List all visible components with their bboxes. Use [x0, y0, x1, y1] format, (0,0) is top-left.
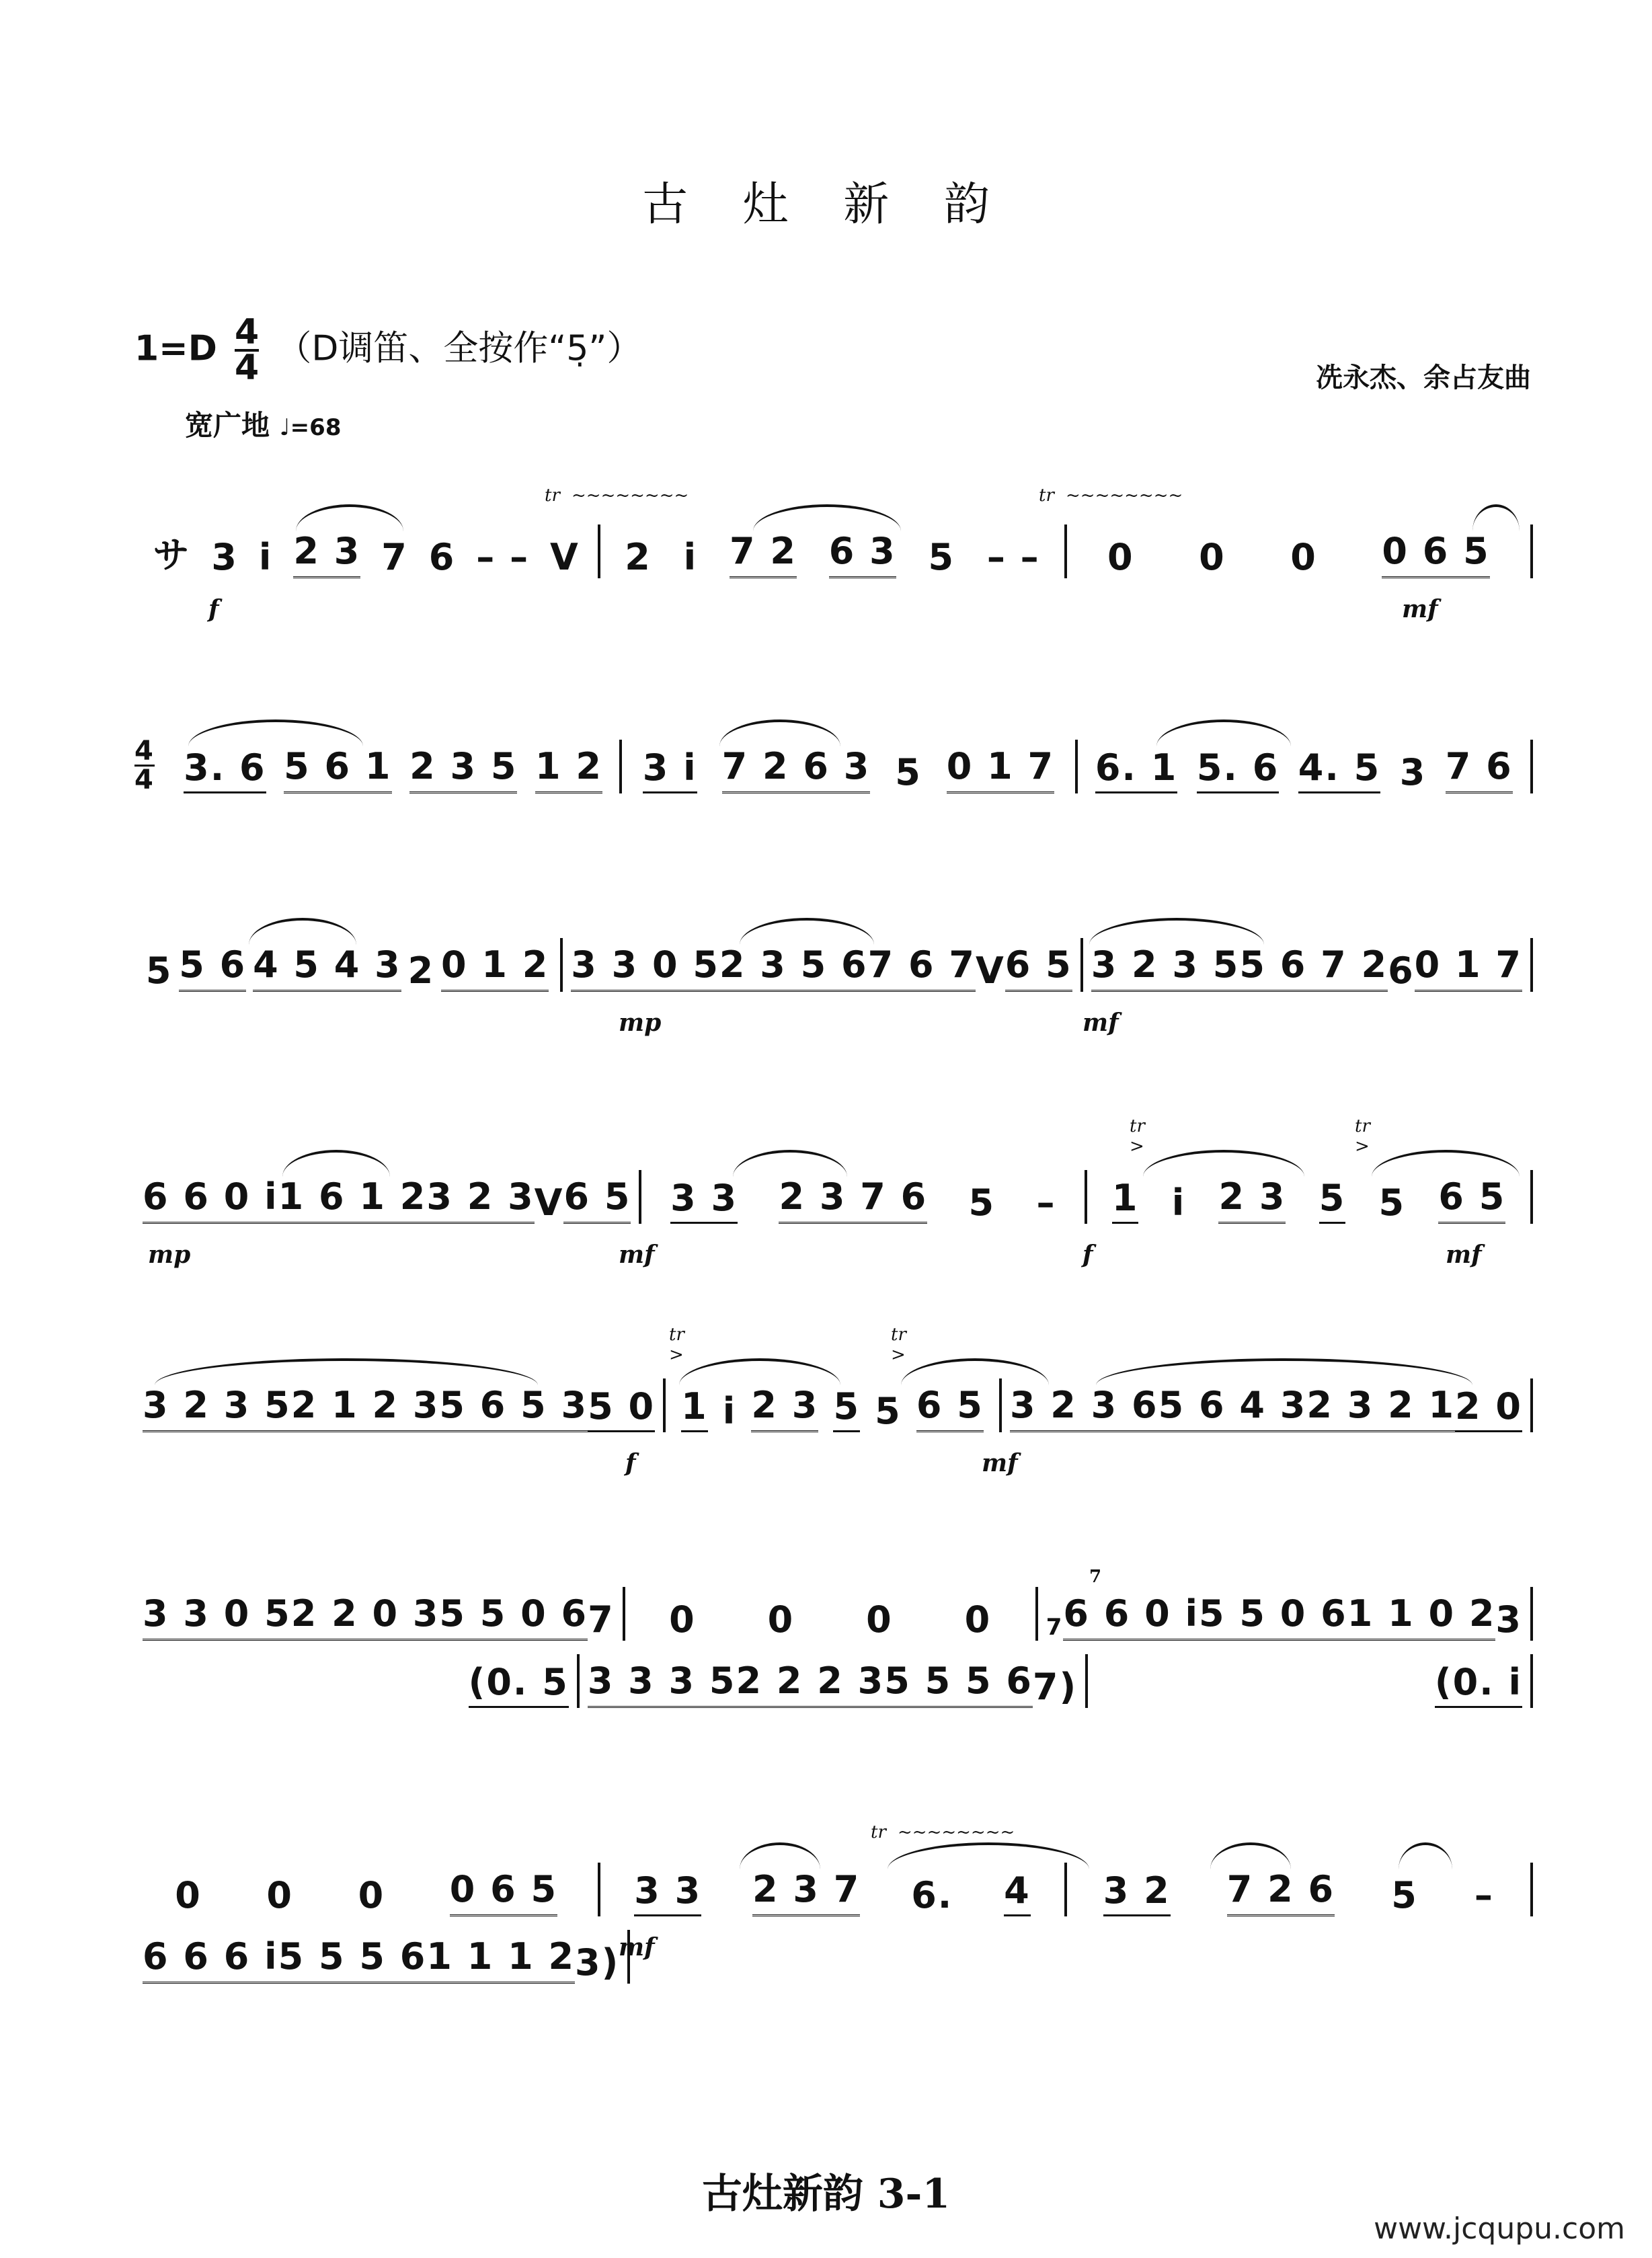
accent-mark: >: [669, 1345, 684, 1365]
rest: 0: [964, 1598, 992, 1641]
trill-mark: tr: [891, 1325, 906, 1345]
key-signature: [134, 312, 642, 389]
note: 7): [1032, 1666, 1078, 1708]
note: 5: [1391, 1874, 1418, 1916]
note-group: 7 6: [1446, 745, 1513, 793]
note-group: 5 5 0 6: [439, 1592, 588, 1641]
note-group: 0 1 7: [947, 745, 1054, 793]
rest: 0: [767, 1598, 795, 1641]
note: – –: [986, 536, 1040, 578]
staff-lower: [134, 1654, 1533, 1708]
composer: 冼永杰、余占友曲: [1316, 362, 1531, 393]
barline-gap: [1079, 1930, 1082, 1984]
note-group: (0. i: [1435, 1661, 1522, 1708]
note: 0: [1199, 536, 1226, 578]
measure: [563, 943, 1080, 992]
rest: 0: [669, 1598, 696, 1641]
breath-mark: V: [975, 949, 1005, 992]
grace-note: 7: [1089, 1567, 1102, 1587]
note-group: 5 6 4 3: [1158, 1384, 1307, 1432]
staff-upper: [134, 1863, 1533, 1916]
note: i: [722, 1390, 737, 1432]
note-group: 6. 1: [1095, 746, 1177, 793]
note: 5: [895, 751, 922, 793]
measure: [600, 1868, 1064, 1916]
measure: [167, 745, 619, 793]
note-group: 3. 6: [184, 746, 266, 793]
system-1: [134, 485, 1533, 646]
note: 1: [681, 1385, 708, 1432]
measure: [1083, 943, 1530, 992]
note: 7: [588, 1598, 615, 1641]
trill-mark: tr: [1039, 485, 1054, 506]
note-group: 3 3: [670, 1177, 738, 1224]
note-group: 3 3 0 5: [143, 1592, 291, 1641]
trill-mark: tr: [871, 1822, 886, 1842]
note-group: 6 5: [1005, 943, 1072, 992]
note-group: 1 1 1 2: [426, 1935, 575, 1984]
note-group: 2 3: [293, 530, 360, 578]
note-group: 2 2 0 3: [291, 1592, 440, 1641]
time-signature: [235, 312, 260, 389]
barline: [1530, 1654, 1533, 1708]
accent-mark: >: [1355, 1136, 1370, 1157]
note: 5: [1319, 1177, 1346, 1224]
note: i: [683, 536, 698, 578]
note: 1: [1112, 1177, 1139, 1224]
note: 2: [625, 536, 652, 578]
note-group: 5 6 1: [284, 745, 391, 793]
barline-gap: [1530, 1930, 1533, 1984]
dynamic-mark: mp: [148, 1241, 191, 1269]
dynamic-mark: mp: [619, 1009, 662, 1037]
tempo-marking: [185, 403, 341, 444]
note-group: 2 0: [1455, 1385, 1522, 1432]
note-group: 7 2 6 3: [722, 745, 871, 793]
staff: [134, 1170, 1533, 1224]
system-5: [134, 1325, 1533, 1486]
system-7: [134, 1822, 1533, 2011]
note: – –: [476, 536, 530, 578]
note-group: (0. 5: [469, 1661, 569, 1708]
note-group: 2 3 7: [752, 1868, 860, 1916]
note-group: 6 5: [1438, 1175, 1505, 1224]
measure: [1087, 1175, 1530, 1224]
note-group: 3 i: [643, 746, 697, 793]
note: 3: [1495, 1598, 1522, 1641]
tempo-value: ♩=68: [279, 414, 342, 441]
rest: 0: [866, 1598, 893, 1641]
trill-mark: tr: [1130, 1116, 1145, 1136]
dynamic-mark: mf: [982, 1449, 1018, 1477]
measure: [1078, 745, 1530, 793]
time-bottom: 4: [235, 348, 260, 389]
note: サ: [153, 534, 191, 576]
staff: [134, 524, 1533, 578]
measure: [134, 527, 598, 578]
note: 6.: [911, 1874, 953, 1916]
note: 5: [145, 949, 173, 992]
measure: [134, 1661, 577, 1708]
system-4: [134, 1116, 1533, 1278]
barline: [1530, 524, 1533, 578]
meter-bottom: 4: [134, 765, 155, 795]
meter: [134, 738, 155, 793]
note-group: 5 5 5 6: [884, 1660, 1033, 1708]
note-group: 3 2 3 5: [143, 1384, 291, 1432]
note: 4: [1004, 1869, 1031, 1916]
note-group: 6 5: [563, 1175, 631, 1224]
note-group: 5 6: [179, 943, 246, 992]
breath-mark: V: [550, 536, 580, 578]
note-group: 6 5: [916, 1384, 984, 1432]
staff: [134, 1378, 1533, 1432]
note-group: 3 3: [634, 1869, 701, 1916]
dynamic-mark: f: [208, 595, 219, 623]
staff-upper: [134, 1587, 1533, 1641]
note: 5: [968, 1181, 996, 1224]
rest: 0: [175, 1874, 202, 1916]
page-footer-title: 古灶新韵 3-1: [701, 2171, 951, 2218]
note-group: 0 6 5: [1382, 530, 1489, 578]
trill-mark: tr: [669, 1325, 684, 1345]
measure: [600, 530, 1064, 578]
note: 5: [833, 1385, 860, 1432]
note: i: [1171, 1181, 1186, 1224]
tempo-word: 宽广地: [185, 409, 270, 442]
measure: [134, 943, 560, 992]
note-group: 2 1 2 3: [291, 1384, 440, 1432]
note-group: 3 2: [1103, 1869, 1171, 1916]
note-group: 5 5 0 6: [1199, 1592, 1347, 1641]
note-group: 3 3 0 5: [571, 943, 719, 992]
note-group: 2 3: [1218, 1175, 1286, 1224]
note-group: 5. 6: [1197, 746, 1279, 793]
trill-wave: ~~~~~~~~: [1066, 485, 1183, 506]
staff-lower: [134, 1930, 1533, 1984]
note-group: 6 3: [829, 530, 896, 578]
note: 7: [381, 536, 408, 578]
measure: [134, 1175, 639, 1224]
note-group: 2 3: [751, 1384, 818, 1432]
measure: [134, 1935, 627, 1984]
note-group: 1 2: [535, 745, 602, 793]
song-title: 古 灶 新 韵: [642, 178, 1010, 231]
key-note: （D调笛、全按作“5̣”）: [276, 328, 642, 369]
note-group: 7 2: [730, 530, 797, 578]
dynamic-mark: mf: [619, 1241, 655, 1269]
measure: [1038, 1592, 1530, 1641]
note: –: [1474, 1874, 1494, 1916]
measure: [134, 1868, 598, 1916]
note: 5: [875, 1390, 902, 1432]
measure: [1088, 1661, 1530, 1708]
note-group: 7 2 6: [1227, 1868, 1335, 1916]
note-group: 3 2 3 5: [1091, 943, 1240, 992]
note-group: 3 2 3 6: [1010, 1384, 1158, 1432]
dynamic-mark: mf: [619, 1933, 655, 1961]
note: 3: [1399, 751, 1427, 793]
measure: [134, 1384, 663, 1432]
note-group: 3 2 3: [426, 1175, 534, 1224]
note-group: 6 6 0 i: [143, 1175, 278, 1224]
measure: [625, 1598, 1035, 1641]
measure: [622, 745, 1074, 793]
dynamic-mark: mf: [1402, 595, 1438, 623]
measure: [134, 1592, 623, 1641]
system-6: [134, 1567, 1533, 1735]
system-3: [134, 925, 1533, 1046]
staff: [134, 736, 1533, 795]
note-group: 6 6 0 i: [1063, 1592, 1199, 1641]
dynamic-mark: mf: [1083, 1009, 1119, 1037]
time-top: 4: [235, 312, 260, 352]
note-group: 2 3 2 1: [1306, 1384, 1455, 1432]
note-group: 1 1 0 2: [1347, 1592, 1496, 1641]
note: i: [258, 536, 273, 578]
note-group: 4. 5: [1298, 746, 1380, 793]
key-label: 1=D: [134, 328, 217, 369]
measure: [641, 1175, 1085, 1224]
trill-mark: tr: [1355, 1116, 1370, 1136]
note: 0: [1290, 536, 1317, 578]
trill-wave: ~~~~~~~~: [898, 1822, 1015, 1842]
note-group: 5 5 5 6: [278, 1935, 427, 1984]
note-group: 5 6 7 2: [1239, 943, 1388, 992]
barline: [1530, 1170, 1533, 1224]
barline: [1530, 938, 1533, 992]
measure: [580, 1660, 1085, 1708]
measure: [1002, 1384, 1530, 1432]
note-group: 2 3 7 6: [779, 1175, 927, 1224]
barline: [1530, 1378, 1533, 1432]
note-group: 2 3 5: [409, 745, 517, 793]
note-group: 4 5 4 3: [253, 943, 401, 992]
note: 0: [1107, 536, 1134, 578]
meter-top: 4: [134, 736, 155, 767]
rest: 0: [266, 1874, 293, 1916]
note: –: [1036, 1181, 1056, 1224]
note-group: 5 0: [588, 1385, 655, 1432]
note-group: 0 6 5: [450, 1868, 557, 1916]
note-group: 5 6 5 3: [439, 1384, 588, 1432]
watermark: www.jcqupu.com: [1374, 2212, 1625, 2246]
note-group: 0 1 2: [441, 943, 549, 992]
barline: [1530, 1587, 1533, 1641]
note: 5: [928, 536, 955, 578]
trill-mark: tr: [545, 485, 560, 506]
note-group: 6 6 6 i: [143, 1935, 278, 1984]
note-group: 2 2 2 3: [736, 1660, 885, 1708]
trill-wave: ~~~~~~~~: [572, 485, 689, 506]
measure: [1067, 530, 1530, 578]
dynamic-mark: mf: [1446, 1241, 1482, 1269]
accent-mark: >: [1130, 1136, 1144, 1157]
note: 6: [1388, 949, 1415, 992]
note: 6: [428, 536, 456, 578]
measure: [1067, 1868, 1530, 1916]
note: 2: [407, 949, 435, 992]
note-group: 0 1 7: [1415, 943, 1522, 992]
system-2: [134, 726, 1533, 834]
note-group: 2 3 5 6: [719, 943, 868, 992]
grace-note: 7: [1046, 1614, 1064, 1641]
note: 3): [575, 1941, 620, 1984]
dynamic-mark: f: [625, 1449, 636, 1477]
measure: [666, 1384, 999, 1432]
note: 3: [211, 536, 238, 578]
breath-mark: V: [534, 1181, 564, 1224]
dynamic-mark: f: [1083, 1241, 1093, 1269]
rest: 0: [358, 1874, 385, 1916]
note: 5: [1378, 1181, 1406, 1224]
barline: [1530, 740, 1533, 793]
barline: [1530, 1863, 1533, 1916]
accent-mark: >: [891, 1345, 906, 1365]
note-group: 3 3 3 5: [588, 1660, 736, 1708]
note-group: 1 6 1 2: [278, 1175, 427, 1224]
note-group: 7 6 7: [868, 943, 976, 992]
staff: [134, 938, 1533, 992]
